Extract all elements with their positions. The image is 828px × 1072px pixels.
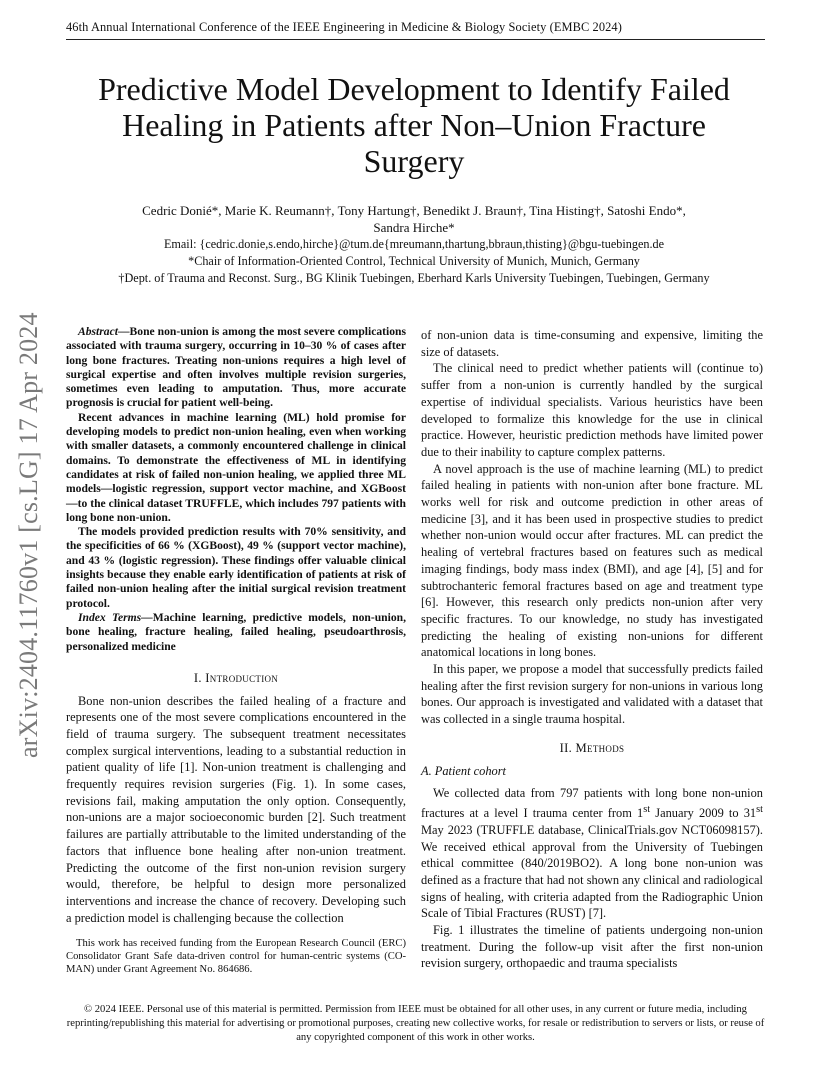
funding-footnote: This work has received funding from the European Research Council (ERC) Consolidator Grant Safe data-driven control for human-centric systems (CO-MAN) under Grant Agreement No. 864686. (66, 938, 406, 975)
header-rule (66, 39, 765, 40)
abstract-paragraph-1: Abstract—Bone non-union is among the most severe complications associated with trauma surgery, occurring in 10–30 % of cases after long bone fractures. Treating non-unions requires a high level of surgical expertise and often involves multiple revision surgeries, sometimes even leading to amputation. Thus, more accurate prognosis is crucial for patient well-being. (66, 325, 406, 410)
subsection-heading-patient-cohort: A. Patient cohort (421, 763, 506, 778)
affiliation-1: *Chair of Information-Oriented Control, Technical University of Munich, Munich, Germany (188, 254, 640, 268)
author-email: Email: {cedric.donie,s.endo,hirche}@tum.de{mreumann,thartung,bbraun,thisting}@bgu-tuebingen.de (163, 237, 665, 251)
methods-paragraph-1: We collected data from 797 patients with long bone non-union fractures at a level I trauma center from 1st January 2009 to 31st May 2023 (TRUFFLE database, ClinicalTrials.gov NCT06098157). We received ethical approval from the University of Tuebingen ethical committee (840/2019BO2). A long bone non-union was defined as a fracture that had not shown any clinical and radiological signs of healing, with criteria adapted from the Radiographic Union Scale of Tibial Fractures (RUST) [7]. (421, 786, 764, 921)
section-heading-introduction: I. Introduction (193, 670, 279, 685)
abstract-paragraph-2: Recent advances in machine learning (ML) hold promise for developing models to predict non-union healing, even when working with smaller datasets, a commonly encountered challenge in clinical domains. To demonstrate the effectiveness of ML in identifying candidates at risk of failed non-union healing, we applied three ML models—logistic regression, support vector machine, and XGBoost—to the clinical dataset TRUFFLE, which includes 797 patients with long bone non-union. (66, 410, 406, 524)
intro-continued: of non-union data is time-consuming and expensive, limiting the size of datasets. (421, 328, 763, 359)
arxiv-stamp: arXiv:2404.11760v1 [cs.LG] 17 Apr 2024 (14, 312, 43, 758)
left-column (66, 325, 406, 928)
authors-line-2: Sandra Hirche* (373, 220, 455, 235)
affiliation-2: †Dept. of Trauma and Reconst. Surg., BG Klinik Tuebingen, Eberhard Karls University Tuebingen, Tuebingen, Germany (118, 271, 710, 285)
intro-paragraph-1: Bone non-union describes the failed healing of a fracture and represents one of the most severe complications encountered in the field of trauma surgery. The subsequent treatment necessitates complex surgical interventions, leading to a substantial reduction in patient quality of life [1]. Non-union treatment is challenging and frequently requires revision surgeries (Fig. 1). In some cases, revisions fail, making amputation the only option. Consequently, non-unions are a major socioeconomic burden [2]. Such treatment failures are partially attributable to the limited understanding of the factors that influence bone healing after non-union treatment. Predicting the outcome of the first non-union revision surgery would, therefore, be helpful to design more personalized interventions and increase the chance of recovery. Developing such a prediction model is challenging because the collection (66, 693, 406, 925)
intro-paragraph-3: A novel approach is the use of machine learning (ML) to predict failed healing in patients with non-union after bone fracture. ML works well for risk and outcome prediction in other areas of medicine [3], and it has been used in prospective studies to predict whether non-union would occur after fractures. ML can predict the healing of vertebral fractures based on features such as medical imaging findings, body mass index (BMI), and age [4], [5] and for subtrochanteric femoral fractures based on age and treatment type [6]. However, this research only predicts non-union after very specific fractures. To our knowledge, no study has investigated predicting the healing of existing non-unions for different anatomical locations in long bones. (421, 461, 763, 660)
intro-paragraph-2: The clinical need to predict whether patients will (continue to) suffer from a non-union is currently handled by the surgical expertise of individual specialists. Various heuristics have been developed to formalize this knowledge for the use in clinical practice. However, heuristic prediction methods have limited power due to their inability to capture complex patterns. (421, 361, 763, 459)
right-column (421, 327, 763, 972)
copyright-notice: © 2024 IEEE. Personal use of this material is permitted. Permission from IEEE must be obtained for all other uses, in any current or future media, including reprinting/republishing this material for advertising or promotional purposes, creating new collective works, for resale or redistribution to servers or lists, or reuse of any copyrighted component of this work in other works. (66, 1004, 765, 1043)
section-heading-methods: II. Methods (559, 740, 625, 755)
intro-paragraph-4: In this paper, we propose a model that successfully predicts failed healing after the first revision surgery for non-unions in various long bones. Our approach is investigated and validated with a dataset that was collected in a single trauma hospital. (421, 662, 763, 727)
index-terms-label: Index Terms— (78, 610, 153, 624)
abstract-paragraph-3: The models provided prediction results with 70% sensitivity, and the specificities of 66 % (XGBoost), 49 % (support vector machine), and 43 % (logistic regression). These findings offer valuable clinical insights because they enable early identification of patients at risk of failed non-union healing after the initial surgical revision treatment protocol. (66, 525, 406, 610)
methods-paragraph-2: Fig. 1 illustrates the timeline of patients undergoing non-union treatment. During the follow-up visit after the first non-union revision surgery, orthopaedic and trauma specialists (421, 923, 763, 971)
index-terms: Index Terms—Machine learning, predictive models, non-union, bone healing, fracture healing, failed healing, pseudoarthrosis, personalized medicine (66, 610, 406, 653)
running-header: 46th Annual International Conference of the IEEE Engineering in Medicine & Biology Society (EMBC 2024) (66, 20, 622, 34)
authors-line-1: Cedric Donié*, Marie K. Reumann†, Tony Hartung†, Benedikt J. Braun†, Tina Histing†, Satoshi Endo*, (142, 203, 686, 218)
abstract-label: Abstract— (78, 325, 130, 338)
paper-title: Predictive Model Development to Identify Failed Healing in Patients after Non–Union Fracture Surgery (98, 71, 730, 179)
author-list (80, 202, 748, 236)
